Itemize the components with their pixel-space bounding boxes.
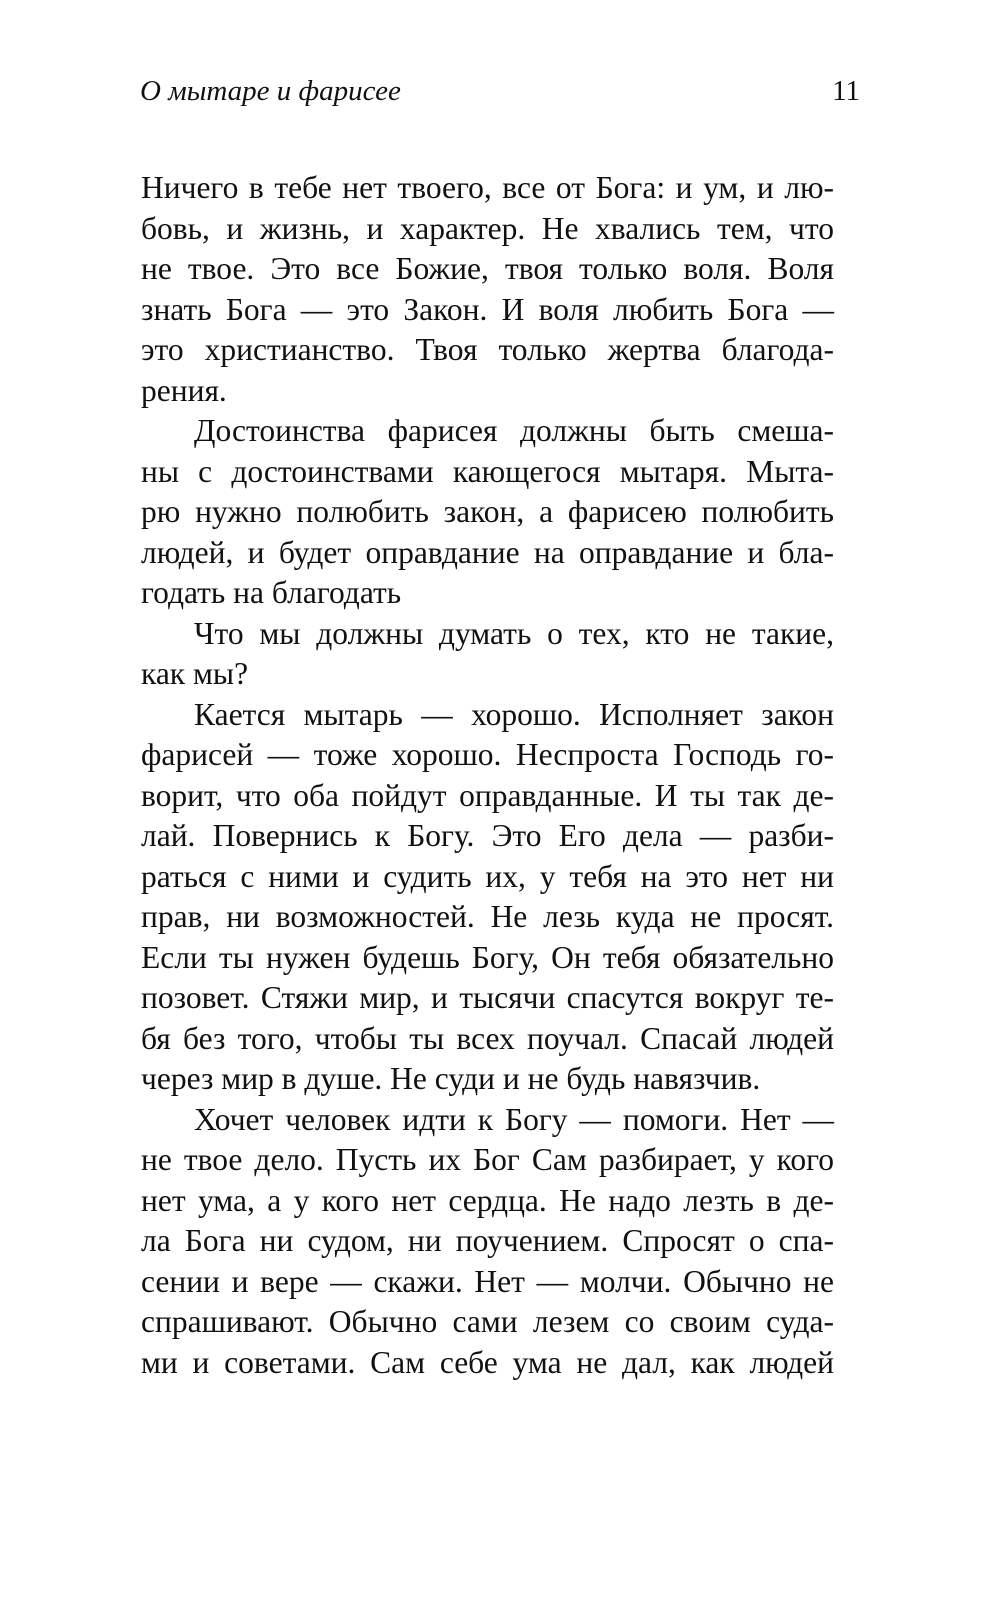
running-title: О мытаре и фарисее: [140, 75, 401, 107]
text-line: Ничего в тебе нет твоего, все от Бога: и ум, и лю-: [141, 170, 834, 205]
body-text: [141, 168, 834, 1383]
text-line: через мир в душе. Не суди и не будь навязчив.: [141, 1061, 761, 1096]
text-line: годать на благодать: [141, 575, 402, 610]
text-line: ла Бога ни судом, ни поучением. Спросят о спа-: [141, 1223, 834, 1258]
text-line: не твое дело. Пусть их Бог Сам разбирает, у кого: [141, 1142, 834, 1177]
text-line: рения.: [141, 372, 227, 408]
text-line: лай. Повернись к Богу. Это Его дела — разби-: [141, 818, 834, 853]
text-line: ны с достоинствами кающегося мытаря. Мыта-: [141, 453, 834, 489]
text-line: фарисей — тоже хорошо. Неспроста Господь го-: [141, 737, 834, 772]
text-line: рю нужно полюбить закон, а фарисею полюбить: [141, 494, 834, 529]
text-line: ворит, что оба пойдут оправданные. И ты так де-: [141, 777, 834, 813]
text-line: позовет. Стяжи мир, и тысячи спасутся вокруг те-: [141, 980, 834, 1015]
text-line: Если ты нужен будешь Богу, Он тебя обязательно: [141, 939, 834, 975]
text-line: это христианство. Твоя только жертва благода-: [141, 332, 834, 367]
text-line: людей, и будет оправдание на оправдание и бла-: [141, 534, 834, 570]
text-line: прав, ни возможностей. Не лезь куда не просят.: [141, 899, 834, 934]
text-line: как мы?: [141, 656, 249, 691]
text-line: раться с ними и судить их, у тебя на это нет ни: [141, 858, 834, 894]
text-line: Хочет человек идти к Богу — помоги. Нет —: [194, 1101, 834, 1137]
text-line: Кается мытарь — хорошо. Исполняет закон: [194, 696, 834, 732]
page-number: 11: [832, 75, 860, 107]
text-line: сении и вере — скажи. Нет — молчи. Обычно не: [141, 1263, 834, 1299]
text-line: спрашивают. Обычно сами лезем со своим суда-: [141, 1304, 834, 1339]
text-line: Что мы должны думать о тех, кто не такие,: [194, 615, 834, 651]
text-line: Достоинства фарисея должны быть смеша-: [194, 413, 834, 448]
text-line: бя без того, чтобы ты всех поучал. Спасай людей: [141, 1020, 834, 1056]
text-line: знать Бога — это Закон. И воля любить Бога —: [141, 291, 834, 327]
text-line: ми и советами. Сам себе ума не дал, как людей: [141, 1344, 834, 1380]
text-line: бовь, и жизнь, и характер. Не хвались тем, что: [141, 210, 834, 246]
text-line: нет ума, а у кого нет сердца. Не надо лезть в де-: [141, 1182, 834, 1218]
text-line: не твое. Это все Божие, твоя только воля. Воля: [141, 251, 834, 286]
